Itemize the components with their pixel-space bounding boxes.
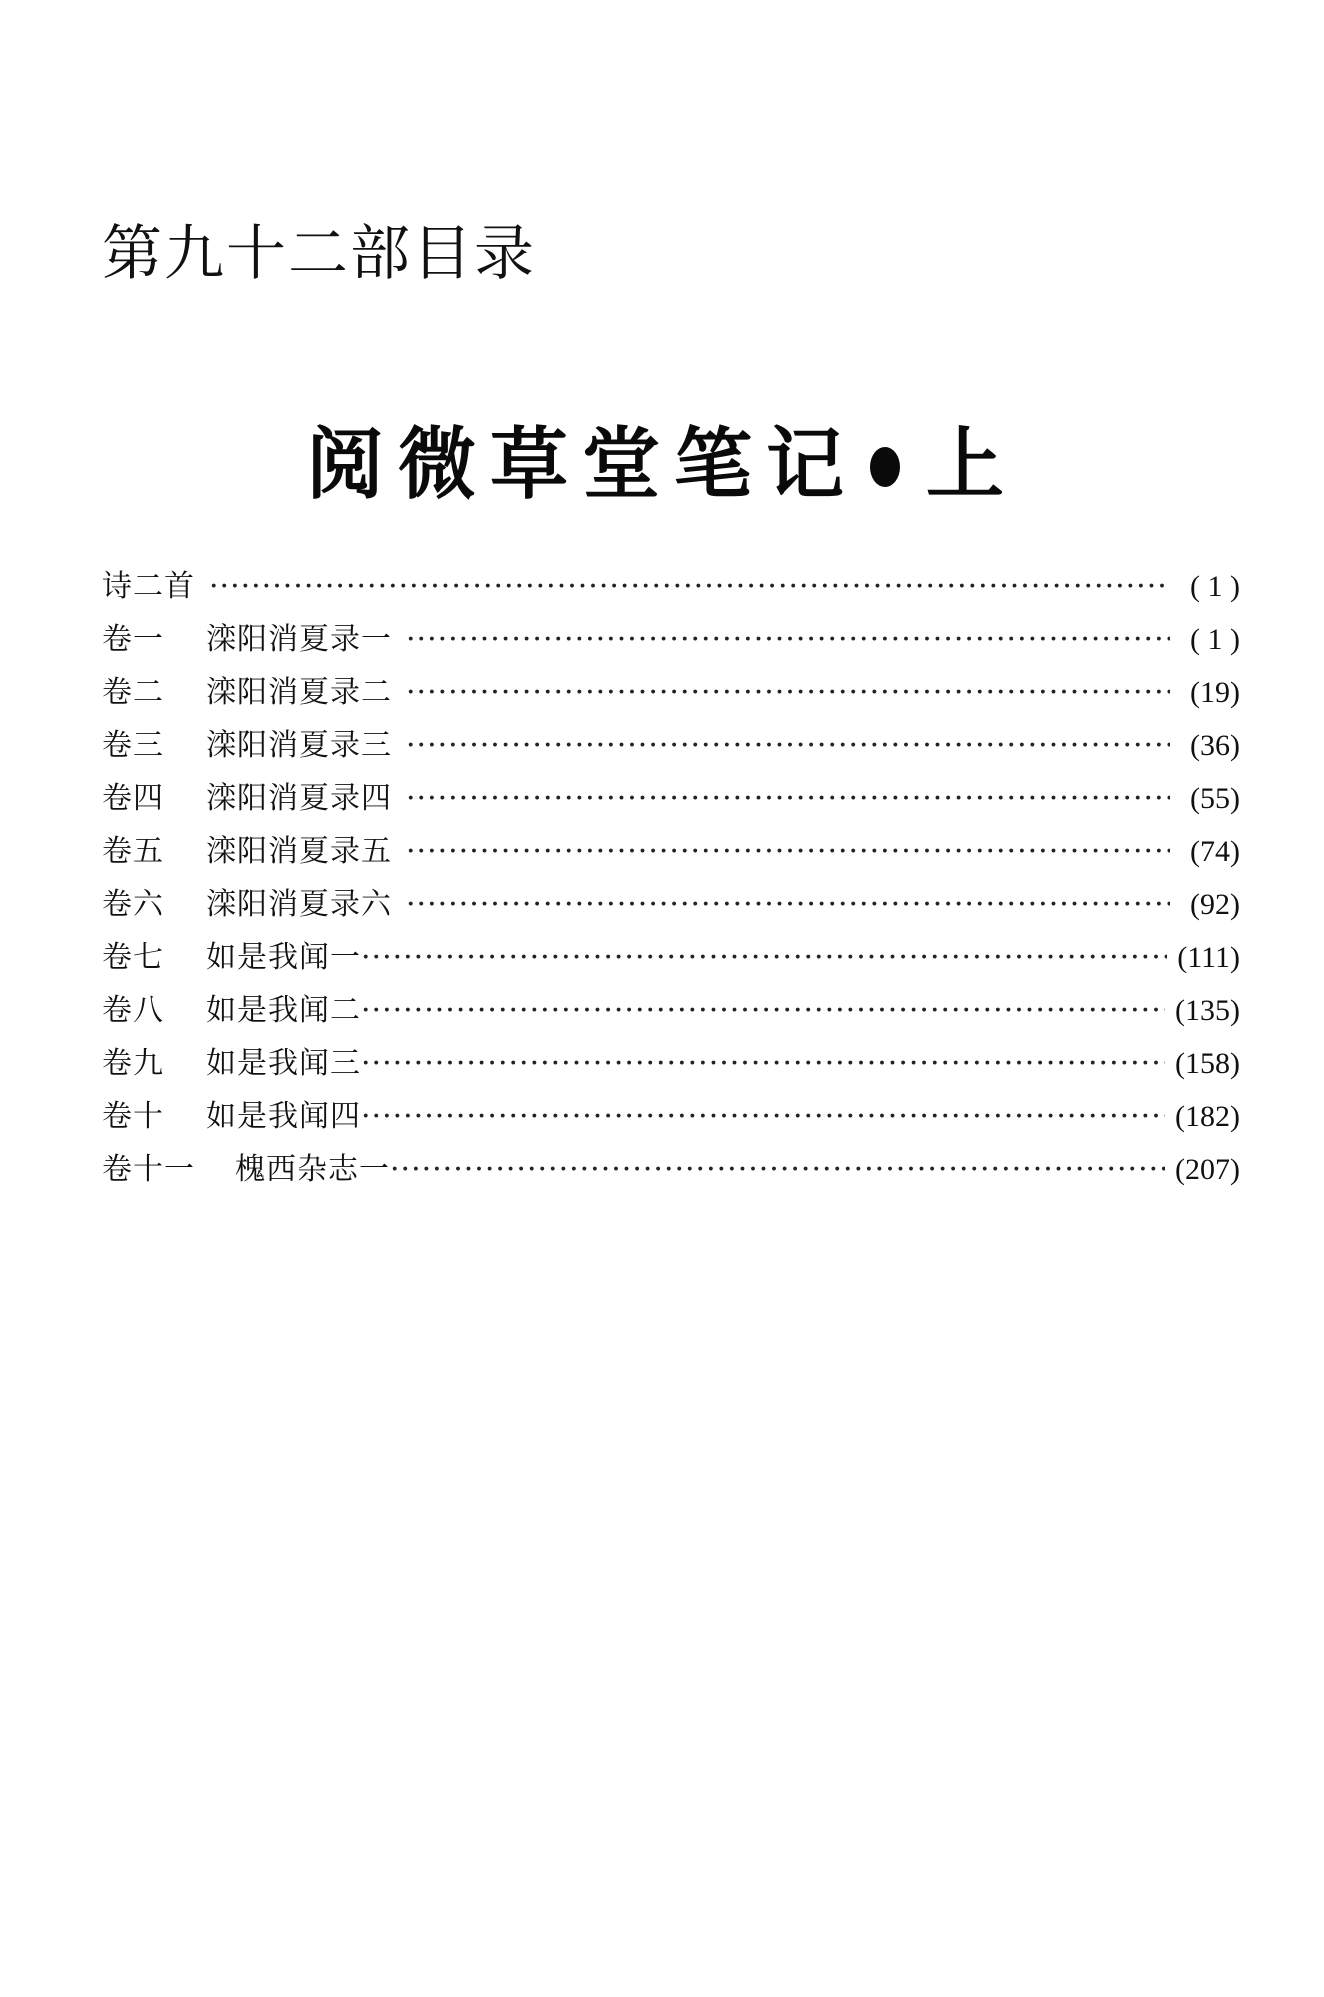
toc-entry-juan: 卷十一 — [102, 1152, 195, 1187]
toc-entry-page: (36) — [1190, 729, 1240, 762]
toc-entry-page: (182) — [1175, 1100, 1240, 1133]
toc-dot-leader — [390, 1143, 1165, 1196]
toc-entry-juan: 卷八 — [102, 993, 164, 1028]
toc-entry-title: 如是我闻三 — [206, 1046, 361, 1081]
toc-dot-leader — [361, 1037, 1165, 1090]
toc-entry-page: ( 1 ) — [1190, 623, 1240, 656]
toc-entry-juan: 卷五 — [102, 834, 164, 869]
toc-entry-title: 滦阳消夏录一 — [206, 622, 392, 657]
book-title-volume: 上 — [926, 419, 1019, 510]
toc-entry[interactable] — [102, 931, 1240, 984]
toc-entry-juan: 卷四 — [102, 781, 164, 816]
toc-dot-leader — [361, 984, 1165, 1037]
section-heading: 第九十二部目录 — [102, 219, 536, 289]
toc-entry-page: (55) — [1190, 782, 1240, 815]
toc-entry[interactable] — [102, 1090, 1240, 1143]
book-title — [0, 420, 1324, 510]
toc-entry-title: 如是我闻二 — [206, 993, 361, 1028]
toc-dot-leader — [406, 719, 1170, 772]
toc-entry-juan: 卷九 — [102, 1046, 164, 1081]
toc-entry-juan: 卷三 — [102, 728, 164, 763]
toc-entry-title: 诗二首 — [102, 569, 195, 604]
toc-entry[interactable] — [102, 613, 1240, 666]
toc-entry-page: (135) — [1175, 994, 1240, 1027]
toc-entry-title: 滦阳消夏录五 — [206, 834, 392, 869]
toc-dot-leader — [361, 1090, 1165, 1143]
toc-entry-page: (111) — [1177, 941, 1240, 974]
toc-entry[interactable] — [102, 772, 1240, 825]
toc-entry-title: 滦阳消夏录六 — [206, 887, 392, 922]
toc-entry-title: 如是我闻一 — [206, 940, 361, 975]
toc-entry[interactable] — [102, 984, 1240, 1037]
toc-entry-title: 如是我闻四 — [206, 1099, 361, 1134]
toc-dot-leader — [406, 825, 1170, 878]
toc-entry-page: (19) — [1190, 676, 1240, 709]
toc-entry[interactable] — [102, 878, 1240, 931]
toc-entry[interactable] — [102, 1143, 1240, 1196]
toc-entry-juan: 卷十 — [102, 1099, 164, 1134]
toc-dot-leader — [406, 666, 1170, 719]
table-of-contents — [102, 560, 1240, 1196]
toc-entry-title: 滦阳消夏录三 — [206, 728, 392, 763]
toc-entry[interactable] — [102, 666, 1240, 719]
toc-dot-leader — [406, 772, 1170, 825]
toc-entry-title: 滦阳消夏录四 — [206, 781, 392, 816]
toc-entry-page: (74) — [1190, 835, 1240, 868]
toc-entry[interactable] — [102, 560, 1240, 613]
toc-entry-page: (92) — [1190, 888, 1240, 921]
toc-entry[interactable] — [102, 1037, 1240, 1090]
toc-entry-juan: 卷一 — [102, 622, 164, 657]
toc-dot-leader — [406, 878, 1170, 931]
toc-dot-leader — [406, 613, 1170, 666]
separator-dot-icon — [870, 447, 900, 487]
toc-entry[interactable] — [102, 719, 1240, 772]
toc-entry-page: ( 1 ) — [1190, 570, 1240, 603]
toc-entry-title: 滦阳消夏录二 — [206, 675, 392, 710]
toc-entry-page: (158) — [1175, 1047, 1240, 1080]
book-title-main: 阅微草堂笔记 — [305, 419, 858, 510]
toc-dot-leader — [209, 560, 1170, 613]
toc-entry[interactable] — [102, 825, 1240, 878]
toc-entry-title: 槐西杂志一 — [235, 1152, 390, 1187]
toc-entry-juan: 卷二 — [102, 675, 164, 710]
toc-entry-juan: 卷七 — [102, 940, 164, 975]
toc-entry-page: (207) — [1175, 1153, 1240, 1186]
toc-entry-juan: 卷六 — [102, 887, 164, 922]
toc-dot-leader — [361, 931, 1167, 984]
